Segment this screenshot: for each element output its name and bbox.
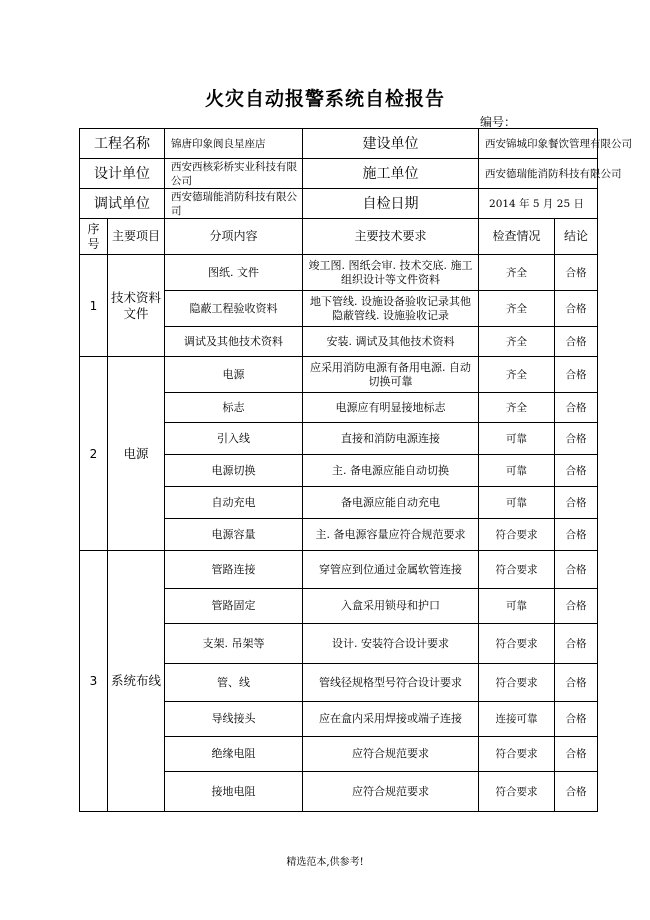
tech-requirement: 主. 备电源应能自动切换 (303, 455, 479, 487)
conclusion: 合格 (555, 737, 598, 772)
conclusion: 合格 (555, 455, 598, 487)
sub-content: 电源 (165, 357, 303, 393)
table-row (80, 551, 598, 589)
tech-requirement: 穿管应到位通过金属软管连接 (303, 551, 479, 589)
tech-requirement: 备电源应能自动充电 (303, 487, 479, 519)
sub-content: 自动充电 (165, 487, 303, 519)
tech-requirement: 电源应有明显接地标志 (303, 393, 479, 423)
col-head-seq: 序号 (80, 219, 108, 255)
header-row-designer (80, 159, 598, 189)
sub-content: 支架. 吊架等 (165, 624, 303, 664)
table-row (80, 357, 598, 393)
check-status: 可靠 (479, 423, 555, 455)
sub-content: 引入线 (165, 423, 303, 455)
sub-content: 管、线 (165, 664, 303, 702)
conclusion: 合格 (555, 589, 598, 624)
check-status: 符合要求 (479, 772, 555, 812)
footer-note: 精选范本,供参考! (286, 857, 364, 868)
conclusion: 合格 (555, 327, 598, 357)
check-status: 齐全 (479, 327, 555, 357)
sub-content: 隐蔽工程验收资料 (165, 291, 303, 327)
tech-requirement: 安装. 调试及其他技术资料 (303, 327, 479, 357)
sub-content: 标志 (165, 393, 303, 423)
sub-content: 调试及其他技术资料 (165, 327, 303, 357)
col-head-sub: 分项内容 (165, 219, 303, 255)
conclusion: 合格 (555, 551, 598, 589)
col-head-item: 主要项目 (108, 219, 165, 255)
check-status: 符合要求 (479, 737, 555, 772)
sub-content: 图纸. 文件 (165, 255, 303, 291)
constructor-label: 施工单位 (303, 159, 479, 189)
tech-requirement: 地下管线. 设施设备验收记录其他隐蔽管线. 设施验收记录 (303, 291, 479, 327)
sub-content: 电源切换 (165, 455, 303, 487)
inspection-table (79, 128, 632, 812)
section-seq: 2 (80, 357, 108, 551)
conclusion: 合格 (555, 393, 598, 423)
conclusion: 合格 (555, 772, 598, 812)
sub-content: 电源容量 (165, 519, 303, 551)
section-item: 电源 (108, 357, 165, 551)
sub-content: 绝缘电阻 (165, 737, 303, 772)
project-value: 锦唐印象阆良星座店 (165, 129, 303, 159)
check-status: 可靠 (479, 487, 555, 519)
tester-value: 西安德瑞能消防科技有限公司 (165, 189, 303, 219)
table-row (80, 255, 598, 291)
col-head-req: 主要技术要求 (303, 219, 479, 255)
conclusion: 合格 (555, 255, 598, 291)
conclusion: 合格 (555, 702, 598, 737)
check-status: 符合要求 (479, 664, 555, 702)
constructor-value: 西安德瑞能消防科技有限公司 (479, 159, 598, 189)
date-value: 2014 年 5 月 25 日 (479, 189, 598, 219)
conclusion: 合格 (555, 487, 598, 519)
builder-label: 建设单位 (303, 129, 479, 159)
check-status: 符合要求 (479, 519, 555, 551)
check-status: 齐全 (479, 291, 555, 327)
tech-requirement: 直接和消防电源连接 (303, 423, 479, 455)
check-status: 齐全 (479, 357, 555, 393)
col-head-result: 结论 (555, 219, 598, 255)
section-seq: 1 (80, 255, 108, 357)
sub-content: 管路固定 (165, 589, 303, 624)
tester-label: 调试单位 (80, 189, 165, 219)
sub-content: 接地电阻 (165, 772, 303, 812)
designer-value: 西安西核彩桥实业科技有限公司 (165, 159, 303, 189)
col-head-check: 检查情况 (479, 219, 555, 255)
check-status: 连接可靠 (479, 702, 555, 737)
section-seq: 3 (80, 551, 108, 812)
check-status: 符合要求 (479, 624, 555, 664)
conclusion: 合格 (555, 423, 598, 455)
tech-requirement: 管线径规格型号符合设计要求 (303, 664, 479, 702)
section-item: 系统布线 (108, 551, 165, 812)
tech-requirement: 应在盒内采用焊接或端子连接 (303, 702, 479, 737)
column-header-row (80, 219, 598, 255)
tech-requirement: 应采用消防电源有备用电源. 自动切换可靠 (303, 357, 479, 393)
check-status: 可靠 (479, 589, 555, 624)
report-title: 火灾自动报警系统自检报告 (204, 88, 445, 110)
check-status: 符合要求 (479, 551, 555, 589)
designer-label: 设计单位 (80, 159, 165, 189)
check-status: 齐全 (479, 255, 555, 291)
header-row-project (80, 129, 598, 159)
tech-requirement: 设计. 安装符合设计要求 (303, 624, 479, 664)
conclusion: 合格 (555, 664, 598, 702)
check-status: 可靠 (479, 455, 555, 487)
tech-requirement: 竣工图. 图纸会审. 技术交底. 施工组织设计等文件资料 (303, 255, 479, 291)
tech-requirement: 入盒采用锁母和护口 (303, 589, 479, 624)
conclusion: 合格 (555, 357, 598, 393)
section-item: 技术资料文件 (108, 255, 165, 357)
header-row-tester (80, 189, 598, 219)
sub-content: 管路连接 (165, 551, 303, 589)
sub-content: 导线接头 (165, 702, 303, 737)
tech-requirement: 主. 备电源容量应符合规范要求 (303, 519, 479, 551)
project-label: 工程名称 (80, 129, 165, 159)
check-status: 齐全 (479, 393, 555, 423)
conclusion: 合格 (555, 291, 598, 327)
tech-requirement: 应符合规范要求 (303, 772, 479, 812)
tech-requirement: 应符合规范要求 (303, 737, 479, 772)
serial-label: 编号： (480, 115, 517, 129)
conclusion: 合格 (555, 624, 598, 664)
date-label: 自检日期 (303, 189, 479, 219)
builder-value: 西安锦城印象餐饮管理有限公司 (479, 129, 598, 159)
conclusion: 合格 (555, 519, 598, 551)
